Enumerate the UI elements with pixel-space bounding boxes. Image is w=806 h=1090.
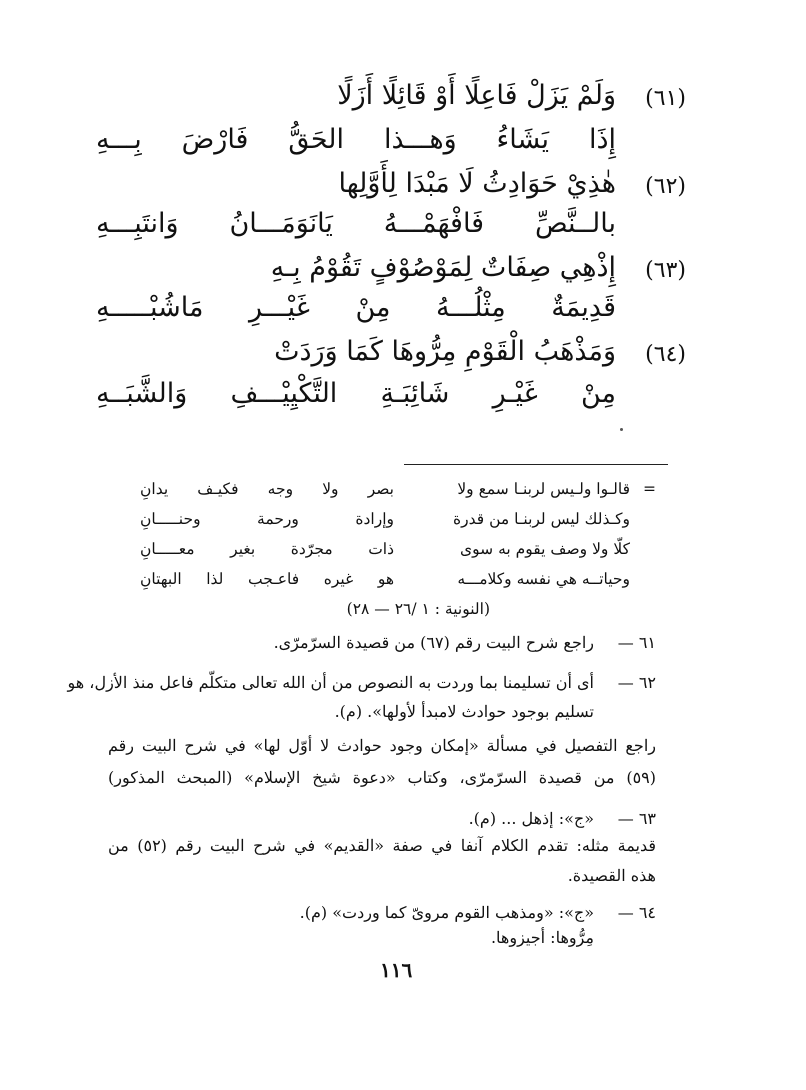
footnote-text: «ج»: «ومذهب القوم مروىّ كما وردت» (م).: [299, 903, 594, 922]
footnote-text: راجع شرح البيت رقم (٦٧) من قصيدة السرّمرّى.: [273, 633, 594, 652]
footnote-text: «ج»: إذهل ... (م).: [468, 809, 594, 828]
quote-line-1: [140, 480, 656, 510]
quote-hemistich-2: هو غيره فاعـجب لذا البهتانِ: [140, 570, 394, 588]
verse-text: وَلَمْ يَزَلْ فَاعِلًا أَوْ قَائِلًا أَزَلًا: [337, 80, 616, 111]
quote-hemistich-2: بصر ولا وجه فكيـف يدانِ: [140, 480, 394, 498]
footnote-62-line-2: تسليم بوجود حوادث لامبدأ لأولها». (م).: [334, 702, 594, 721]
footnote-62-line-3: راجع التفصيل في مسألة «إمكان وجود حوادث لا أوّل لها» في شرح البيت رقم: [108, 736, 656, 755]
verse-61-hemistich-1: [106, 80, 686, 130]
quote-hemistich-1: وحياتــه هي نفسه وكلامـــه: [457, 570, 630, 588]
verse-text: قَدِيمَةٌ مِثْلُـــهُ مِنْ غَيْـــرِ مَاشُبْـــــهِ: [96, 292, 616, 323]
quote-line-3: [140, 540, 656, 570]
verse-text: مِنْ غَيْـرِ شَائِبَـةِ التَّكْيِيْـــفِ وَالشَّبَــهِ: [96, 378, 616, 409]
verse-62-hemistich-2: [96, 208, 686, 258]
quote-source: (النونية : ١ /٢٦ — ٢٨): [346, 600, 490, 618]
verse-text: وَمَذْهَبُ الْقَوْمِ مِرُّوهَا كَمَا وَرَدَتْ: [274, 336, 616, 367]
verse-number: (٦٢): [645, 174, 686, 199]
footnote-text: أى أن تسليمنا بما وردت به النصوص من أن الله تعالى متكلّم فاعل منذ الأزل، هو: [67, 673, 594, 692]
footnote-number: ٦٤ —: [617, 903, 656, 922]
quote-hemistich-1: قالـوا ولـيس لربنـا سمع ولا: [457, 480, 630, 498]
quote-hemistich-1: وكـذلك ليس لربنـا من قدرة: [453, 510, 630, 528]
footnote-62-line-4: (٥٩) من قصيدة السرّمرّى، وكتاب «دعوة شيخ الإسلام» (المبحث المذكور): [108, 768, 656, 787]
footnote-number: ٦٢ —: [617, 673, 656, 692]
quote-hemistich-1: كلّا ولا وصف يقوم به سوى: [460, 540, 630, 558]
quote-hemistich-2: وإرادة ورحمة وحنـــــانِ: [140, 510, 394, 528]
verse-text: هٰذِيْ حَوَادِثُ لَا مَبْدَا لِأَوَّلِها: [338, 168, 616, 199]
verse-64-hemistich-2: [96, 378, 686, 428]
page-number: ١١٦: [380, 958, 413, 982]
verse-number: (٦١): [645, 86, 686, 111]
verse-number: (٦٤): [645, 342, 686, 367]
verse-63-hemistich-2: [96, 292, 686, 342]
footnote-63-line-3: هذه القصيدة.: [567, 866, 656, 885]
verse-text: إِذْهِي صِفَاتٌ لِمَوْصُوْفٍ تَقُوْمُ بِـهِ: [270, 252, 616, 283]
footnote-number: ٦١ —: [617, 633, 656, 652]
quote-hemistich-2: ذات مجرّدة بغير معـــــانِ: [140, 540, 394, 558]
verse-number: (٦٣): [645, 258, 686, 283]
stray-dot: [620, 428, 623, 431]
verse-text: بالــنَّصِّ فَافْهَمْـــهُ يَانَوَمَـــانُ وَانتَبِـــهِ: [96, 208, 616, 239]
footnote-64-line-2: مِرُّوها: أجيزوها.: [490, 928, 594, 947]
continuation-mark: =: [643, 480, 656, 498]
quote-line-4: [140, 570, 656, 600]
footnote-number: ٦٣ —: [617, 809, 656, 828]
footnote-63-line-2: قديمة مثله: تقدم الكلام آنفا في صفة «القديم» في شرح البيت رقم (٥٢) من: [108, 836, 657, 855]
verse-61-hemistich-2: [96, 124, 686, 174]
quote-line-2: [140, 510, 656, 540]
verse-text: إِذَا يَشَاءُ وَهـــذا الحَقُّ فَارْضَ بِـــهِ: [96, 124, 616, 155]
footnote-separator: [404, 464, 668, 465]
